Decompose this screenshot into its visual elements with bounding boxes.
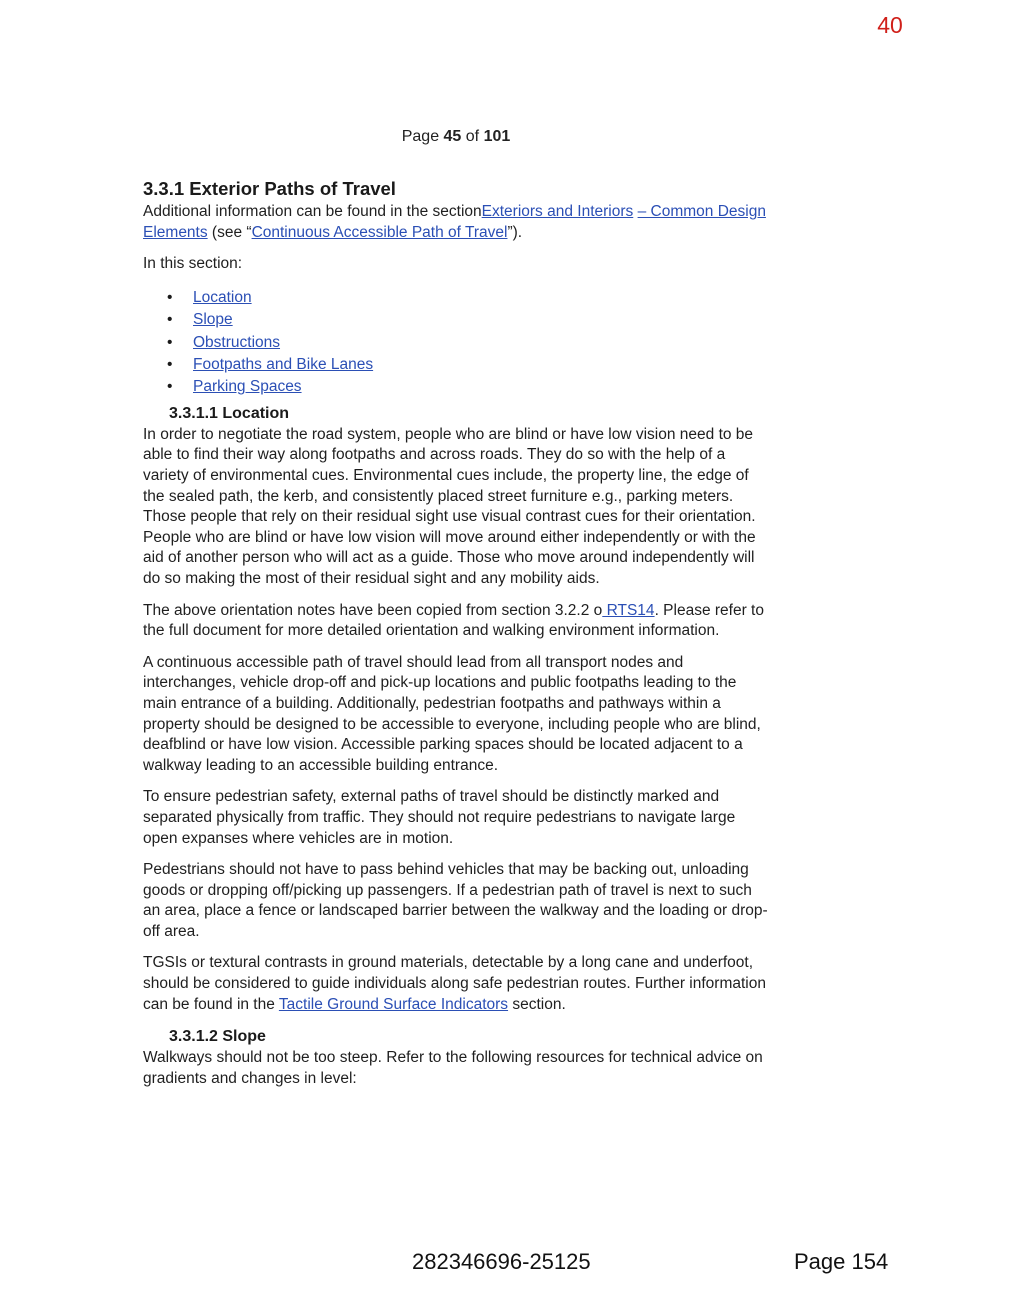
toc-link-obstructions[interactable]: Obstructions <box>193 333 281 351</box>
toc-item <box>143 309 773 331</box>
location-paragraph-5: Pedestrians should not have to pass behind vehicles that may be backing out, unloading goods or dropping off/picking up passengers. If a pedestrian path of travel is next to such an area, place a fence or landscaped barrier between the walkway and the loading or drop-off area. <box>143 861 768 940</box>
toc-item <box>143 287 773 309</box>
page-counter-total: 101 <box>483 128 511 145</box>
in-this-section-label: In this section: <box>143 255 243 273</box>
footer-page-number: Page 154 <box>794 1249 889 1274</box>
p6-text-after: section. <box>508 995 566 1013</box>
location-heading: 3.3.1.1 Location <box>169 404 290 422</box>
toc-item <box>143 376 773 398</box>
link-common-design-elements[interactable]: – Common Design Elements <box>143 203 766 241</box>
p2-text: The above orientation notes have been copied from section 3.2.2 o <box>143 601 603 619</box>
link-continuous-path[interactable]: Continuous Accessible Path of Travel <box>251 223 508 241</box>
location-paragraph-1: In order to negotiate the road system, people who are blind or have low vision need to be able to find their way along footpaths and across roads. They do so with the help of a variety of environmental cues. Environmental cues include, the property line, the edge of the sealed path, the kerb, and consistently placed street furniture e.g., parking meters. Those people that rely on their residual sight use visual contrast cues for their orientation. People who are blind or have low vision will move around either independently or with the aid of another person who will act as a guide. Those who move around independently will do so making the most of their residual sight and any mobility aids. <box>143 425 756 587</box>
intro-text-3: ”). <box>507 223 523 241</box>
location-paragraph-2 <box>143 601 773 642</box>
intro-text-2: (see “ <box>207 223 252 241</box>
location-paragraph-3: A continuous accessible path of travel should lead from all transport nodes and interchanges, vehicle drop-off and pick-up locations and public footpaths leading to the main entrance of a building. Additionally, pedestrian footpaths and pathways within a property should be designed to be accessible to everyone, including people who are blind, deafblind or have low vision. Accessible parking spaces should be located adjacent to a walkway leading to an accessible building entrance. <box>143 653 761 774</box>
section-intro <box>143 202 773 243</box>
document-body <box>143 178 773 1100</box>
toc-link-footpaths[interactable]: Footpaths and Bike Lanes <box>193 356 374 373</box>
intro-text: Additional information can be found in the section <box>143 203 482 220</box>
p6-text: TGSIs or textural contrasts in ground materials, detectable by a long cane and underfoot, should be considered to guide individuals along safe pedestrian routes. Further information can be found in the <box>143 954 766 1013</box>
toc-item <box>143 354 773 376</box>
section-heading: 3.3.1 Exterior Paths of Travel <box>143 178 396 199</box>
location-paragraph-4: To ensure pedestrian safety, external paths of travel should be distinctly marked and separated physically from traffic. They should not require pedestrians to navigate large open expanses where vehicles are in motion. <box>143 788 736 847</box>
slope-paragraph-1: Walkways should not be too steep. Refer to the following resources for technical advice on gradients and changes in level: <box>143 1049 763 1087</box>
page-counter-current: 45 <box>443 128 462 145</box>
toc-link-location[interactable]: Location <box>193 288 252 306</box>
p2-text-after: . Please refer to the full document for more detailed orientation and walking environment information. <box>143 601 764 640</box>
toc-link-parking[interactable]: Parking Spaces <box>193 378 302 396</box>
toc-item <box>143 332 773 354</box>
link-tgsi[interactable]: Tactile Ground Surface Indicators <box>278 995 509 1013</box>
link-rts14[interactable]: RTS14 <box>602 601 655 619</box>
page-counter-prefix: Page <box>401 128 444 145</box>
location-paragraph-6 <box>143 953 773 1015</box>
footer-document-id: 282346696-25125 <box>412 1249 591 1274</box>
page-counter-middle: of <box>461 128 484 145</box>
toc-link-slope[interactable]: Slope <box>193 311 233 329</box>
page-stamp-number: 40 <box>877 12 903 38</box>
link-exteriors-interiors[interactable]: Exteriors and Interiors <box>481 203 634 220</box>
section-toc <box>143 287 773 399</box>
page-counter <box>0 128 912 146</box>
slope-heading: 3.3.1.2 Slope <box>169 1028 266 1046</box>
